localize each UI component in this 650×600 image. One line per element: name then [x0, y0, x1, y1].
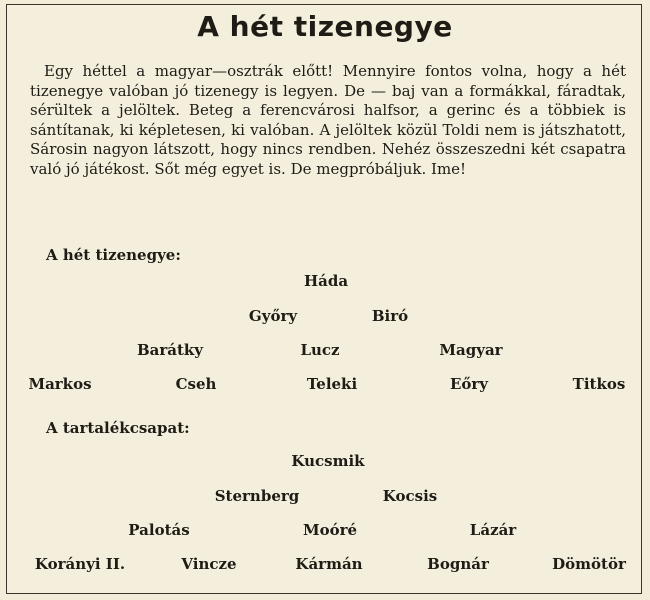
player-forward: Titkos — [572, 375, 626, 393]
player-goalkeeper: Kucsmik — [291, 452, 365, 470]
player-back: Kocsis — [382, 487, 438, 505]
article-intro: Egy héttel a magyar—osztrák előtt! Mennyire fontos volna, hogy a hét tizenegye valóban jó tizenegy is legyen. De — baj van a formákkal, fáradtak, sérültek a jelöltek. Beteg a ferencvárosi halfsor, a gerinc és a többiek is sántítanak, ki képletesen, ki valóban. A jelöltek közül Toldi nem is játszhatott, Sárosin nagyon látszott, hogy nincs rendben. Nehéz összeszedni két csapatra való jó játékost. Sőt még egyet is. De megpróbáljuk. Ime! — [30, 62, 626, 178]
player-halfback: Moóré — [302, 521, 358, 539]
player-back: Biró — [371, 307, 409, 325]
reserve-team-halfbacks-row — [0, 521, 650, 543]
player-forward: Bognár — [427, 555, 489, 573]
player-forward: Kármán — [295, 555, 363, 573]
reserve-team-forwards-row — [0, 555, 650, 577]
player-forward: Markos — [28, 375, 92, 393]
first-team-label: A hét tizenegye: — [46, 246, 181, 264]
player-forward: Vincze — [181, 555, 237, 573]
first-team-backs-row — [0, 307, 650, 329]
player-halfback: Lázár — [469, 521, 517, 539]
player-halfback: Barátky — [136, 341, 204, 359]
player-forward: Teleki — [306, 375, 358, 393]
article-title: A hét tizenegye — [197, 10, 453, 43]
first-team-forwards-row — [0, 375, 650, 397]
player-forward: Dömötör — [552, 555, 626, 573]
player-forward: Cseh — [175, 375, 217, 393]
player-halfback: Palotás — [128, 521, 190, 539]
player-halfback: Magyar — [439, 341, 503, 359]
first-team-goalkeeper-row — [0, 272, 650, 294]
reserve-team-label: A tartalékcsapat: — [46, 419, 190, 437]
reserve-team-goalkeeper-row — [0, 452, 650, 474]
first-team-halfbacks-row — [0, 341, 650, 363]
player-forward: Eőry — [449, 375, 489, 393]
player-forward: Korányi II. — [34, 555, 126, 573]
player-back: Győry — [248, 307, 298, 325]
reserve-team-backs-row — [0, 487, 650, 509]
player-halfback: Lucz — [300, 341, 340, 359]
player-back: Sternberg — [214, 487, 300, 505]
player-goalkeeper: Háda — [303, 272, 349, 290]
